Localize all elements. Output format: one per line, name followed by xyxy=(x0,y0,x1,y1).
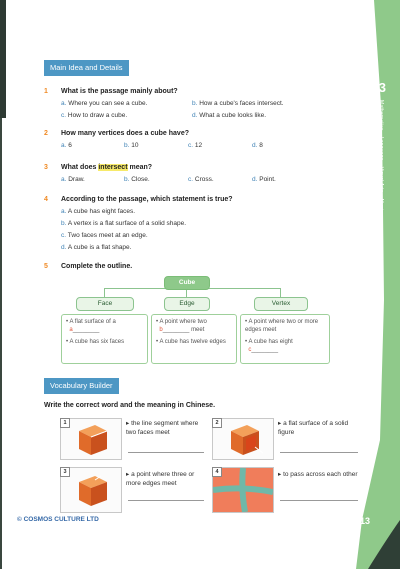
outline-face-list: • A flat surface of a a________ • A cube has six faces xyxy=(61,314,148,364)
blank-b[interactable]: b xyxy=(159,327,163,333)
question-text: What is the passage mainly about? xyxy=(61,88,178,95)
highlighted-word: intersect xyxy=(98,164,128,171)
option[interactable]: c. Two faces meet at an edge. xyxy=(61,232,148,239)
option[interactable]: b. How a cube's faces intersect. xyxy=(192,100,284,107)
option[interactable]: d. A cube is a flat shape. xyxy=(61,244,132,251)
option[interactable]: c. Cross. xyxy=(188,176,214,183)
outline-edge-heading: Edge xyxy=(164,297,210,311)
vocab-number: 3 xyxy=(60,467,70,477)
outline-edge-list: • A point where two b________ meet • A cube has twelve edges xyxy=(151,314,237,364)
page-number: 13 xyxy=(359,516,370,526)
vocab-header: Vocabulary Builder xyxy=(44,378,119,394)
question-number: 2 xyxy=(44,130,48,137)
vocab-number: 4 xyxy=(212,467,222,477)
unit-subjects: Mathematics – Language – Visual Arts – Music xyxy=(378,100,384,213)
option[interactable]: d. 8 xyxy=(252,142,263,149)
answer-line[interactable] xyxy=(128,452,204,453)
question-number: 4 xyxy=(44,196,48,203)
outline-face-heading: Face xyxy=(76,297,134,311)
option[interactable]: c. How to draw a cube. xyxy=(61,112,128,119)
question-text: According to the passage, which statement is true? xyxy=(61,196,233,203)
question-text: Complete the outline. xyxy=(61,263,133,270)
option[interactable]: b. 10 xyxy=(124,142,139,149)
option[interactable]: d. What a cube looks like. xyxy=(192,112,267,119)
answer-line[interactable] xyxy=(280,452,358,453)
question-text: What does intersect mean? xyxy=(61,164,153,171)
unit-number: 3 xyxy=(378,80,386,95)
outline-vertex-list: • A point where two or more edges meet • A cube has eight c________ xyxy=(240,314,330,364)
option[interactable]: c. 12 xyxy=(188,142,203,149)
vocab-definition: ▸ to pass across each other xyxy=(278,471,358,478)
vocab-instruction: Write the correct word and the meaning in Chinese. xyxy=(44,402,216,409)
copyright: © COSMOS CULTURE LTD xyxy=(17,516,99,523)
question-number: 1 xyxy=(44,88,48,95)
vocab-definition: ▸ a flat surface of a solid figure xyxy=(278,420,349,436)
left-dark-strip xyxy=(0,0,6,118)
option[interactable]: a. 6 xyxy=(61,142,72,149)
option[interactable]: a. Where you can see a cube. xyxy=(61,100,148,107)
vocab-definition: ▸ a point where three or more edges meet xyxy=(126,471,195,487)
option[interactable]: d. Point. xyxy=(252,176,276,183)
outline-root: Cube xyxy=(164,276,210,290)
vocab-number: 1 xyxy=(60,418,70,428)
main-idea-header: Main Idea and Details xyxy=(44,60,129,76)
blank-c[interactable]: c xyxy=(248,347,252,353)
vocab-definition: ▸ the line segment where two faces meet xyxy=(126,420,199,436)
option[interactable]: b. Close. xyxy=(124,176,150,183)
answer-line[interactable] xyxy=(128,500,204,501)
option[interactable]: b. A vertex is a flat surface of a solid shape. xyxy=(61,220,187,227)
vocab-number: 2 xyxy=(212,418,222,428)
option[interactable]: a. Draw. xyxy=(61,176,85,183)
answer-line[interactable] xyxy=(280,500,358,501)
question-text: How many vertices does a cube have? xyxy=(61,130,189,137)
question-number: 3 xyxy=(44,164,48,171)
option[interactable]: a. A cube has eight faces. xyxy=(61,208,136,215)
question-number: 5 xyxy=(44,263,48,270)
outline-vertex-heading: Vertex xyxy=(254,297,308,311)
blank-a[interactable]: a xyxy=(69,327,73,333)
